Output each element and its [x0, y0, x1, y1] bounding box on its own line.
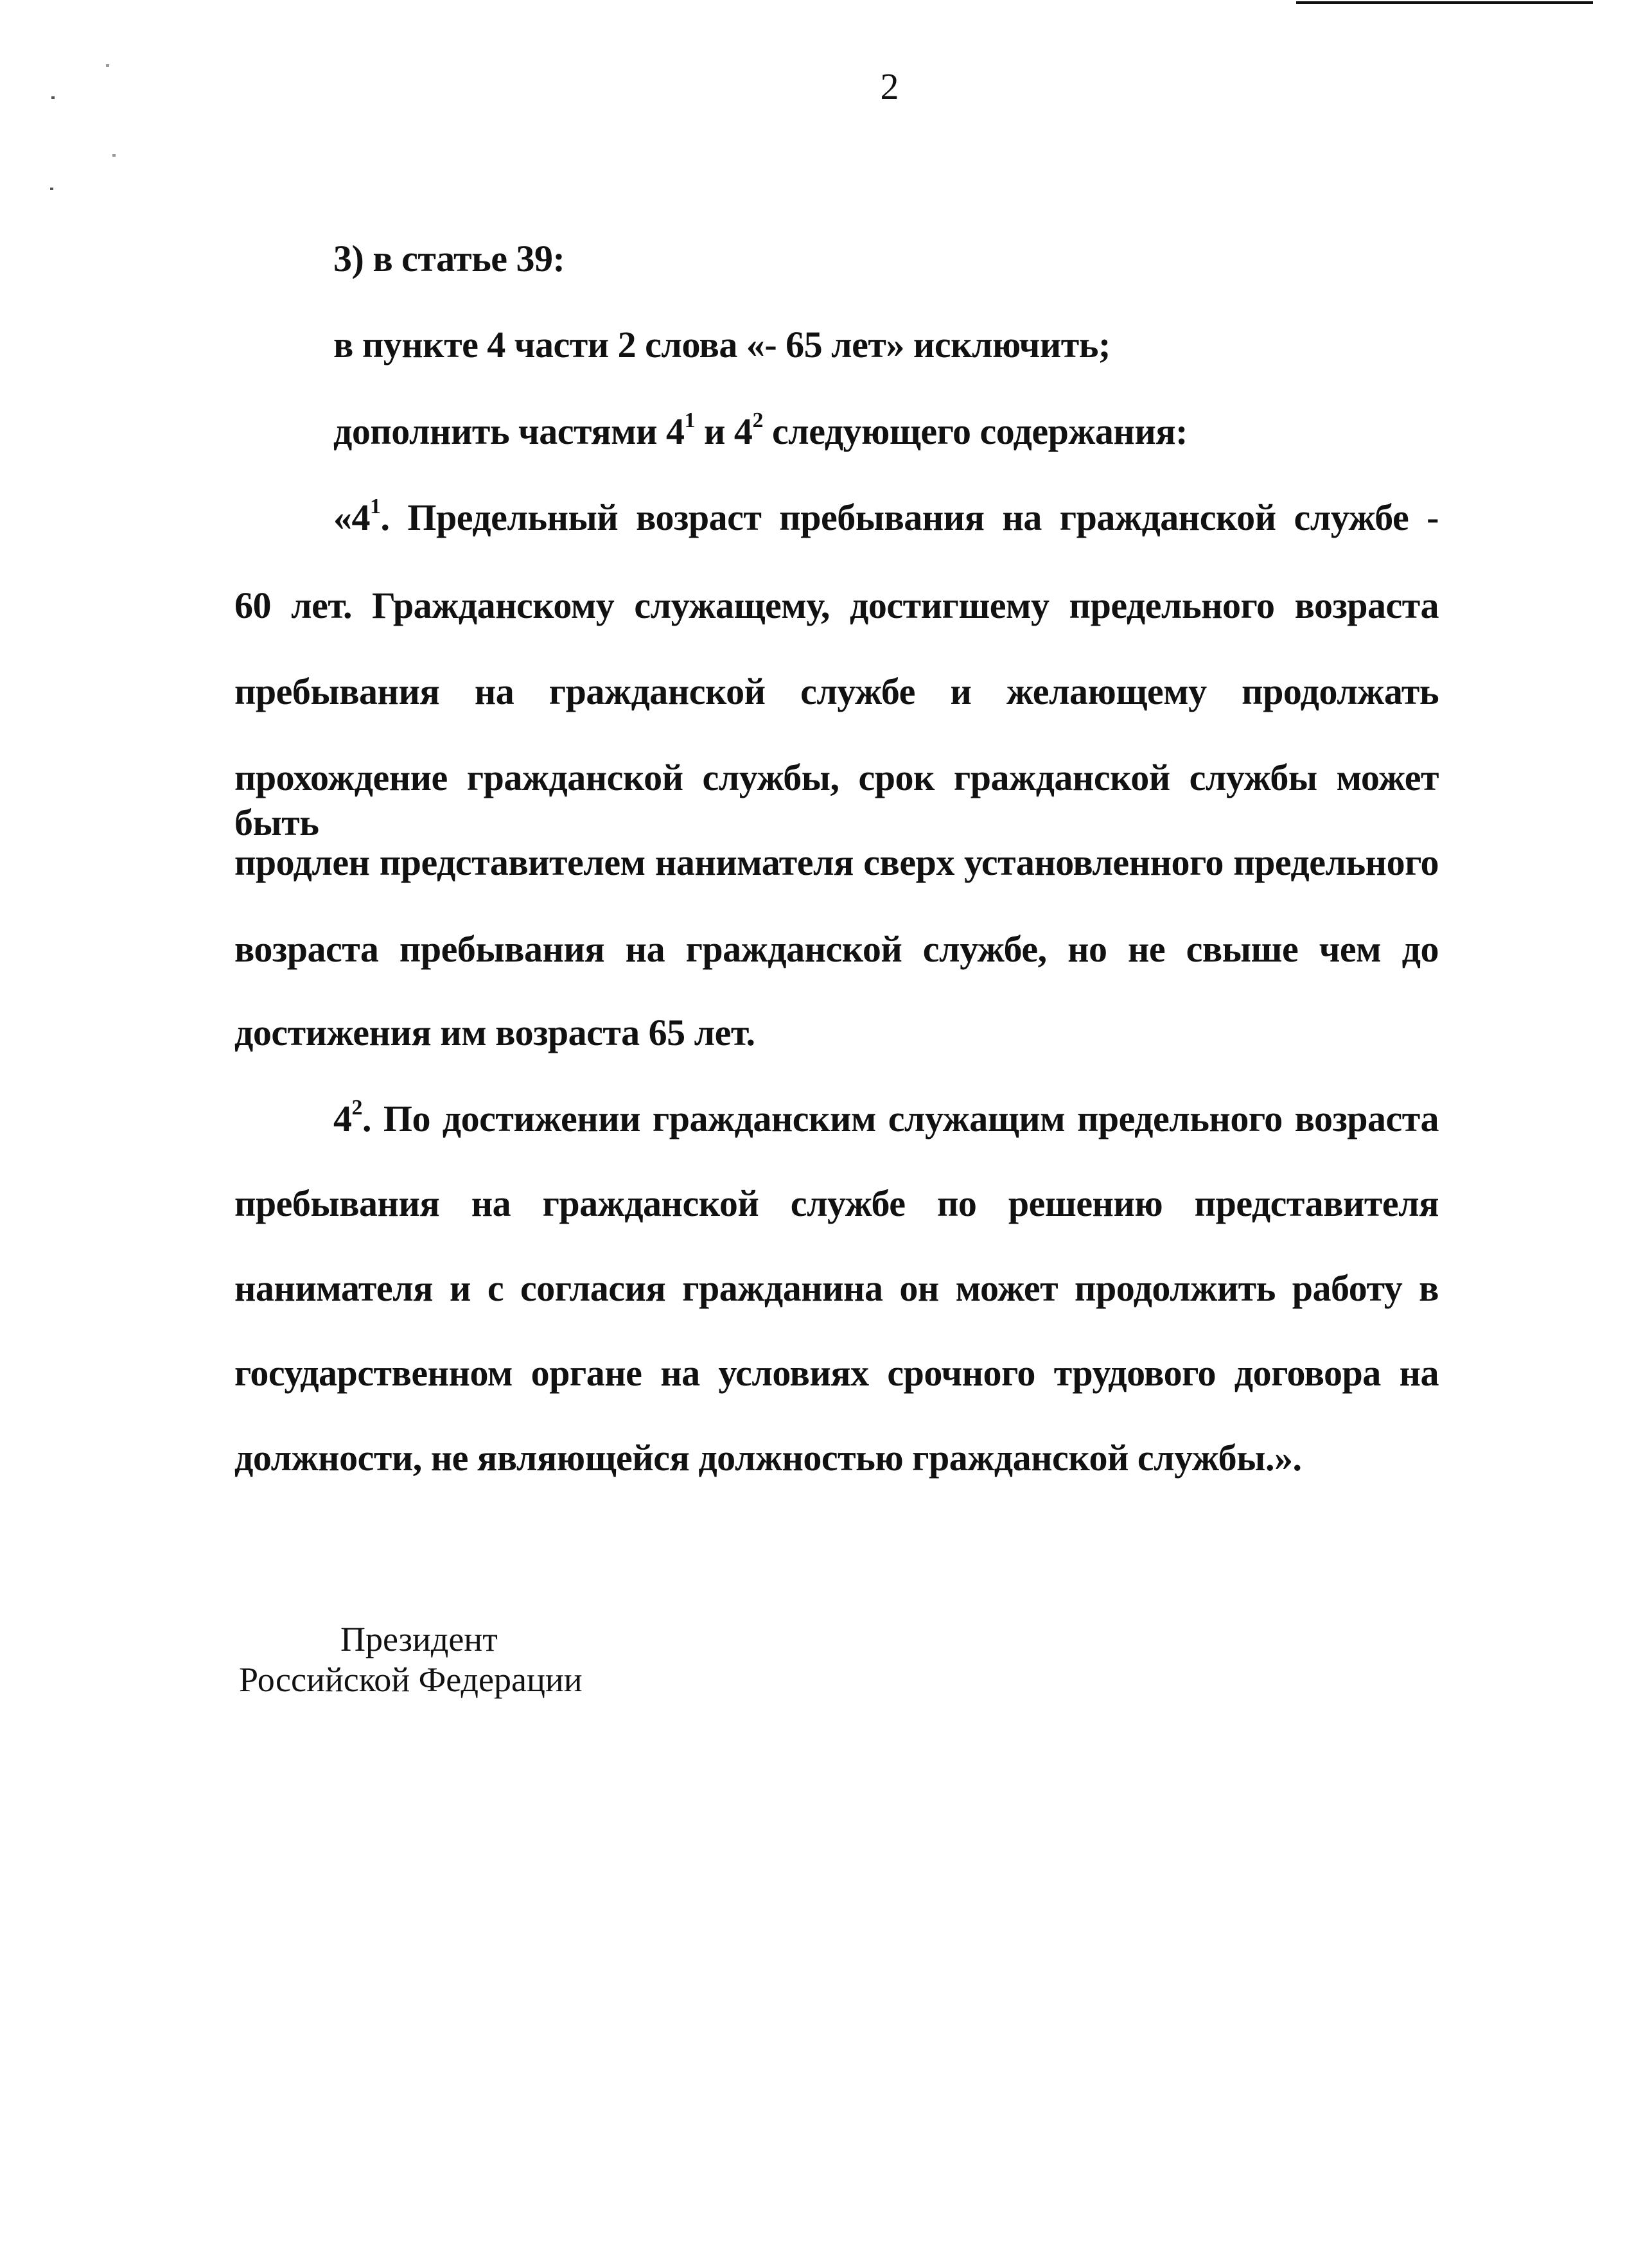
text-line: прохождение гражданской службы, срок гражданской службы может быть: [234, 757, 1439, 843]
text-line: [333, 495, 1439, 540]
text-line: государственном органе на условиях срочного трудового договора на: [234, 1352, 1439, 1394]
text-segment: следующего содержания:: [762, 410, 1188, 452]
superscript: 2: [351, 1096, 362, 1120]
text-segment: . По достижении гражданским служащим предельного возраста: [362, 1098, 1439, 1139]
text-segment: и 4: [695, 410, 753, 452]
text-line: должности, не являющейся должностью гражданской службы.».: [234, 1437, 1302, 1479]
text-segment: 4: [333, 1098, 352, 1139]
superscript: 2: [752, 409, 763, 432]
text-line: пребывания на гражданской службе и желающему продолжать: [234, 671, 1439, 712]
top-edge-line: [1296, 1, 1593, 4]
text-line: [333, 1096, 1439, 1141]
text-line: в пункте 4 части 2 слова «- 65 лет» исключить;: [333, 324, 1111, 365]
superscript: 1: [684, 409, 696, 432]
text-line: возраста пребывания на гражданской службе, но не свыше чем до: [234, 928, 1439, 970]
scan-speck: [50, 188, 53, 190]
scan-speck: [106, 64, 109, 67]
text-segment: «4: [333, 497, 370, 538]
scan-speck: [112, 154, 116, 157]
text-line: [333, 409, 1439, 454]
text-segment: дополнить частями 4: [333, 410, 685, 452]
page-number: 2: [880, 66, 899, 107]
signature-title: Президент: [340, 1620, 498, 1658]
text-segment: . Предельный возраст пребывания на гражданской службе -: [380, 497, 1439, 538]
superscript: 1: [370, 495, 381, 518]
text-line: 3) в статье 39:: [333, 238, 565, 279]
text-line: достижения им возраста 65 лет.: [234, 1012, 755, 1053]
text-line: 60 лет. Гражданскому служащему, достигшему предельного возраста: [234, 585, 1439, 626]
text-line: пребывания на гражданской службе по решению представителя: [234, 1182, 1439, 1224]
signature-country: Российской Федерации: [239, 1660, 583, 1699]
text-line: продлен представителем нанимателя сверх установленного предельного: [234, 841, 1439, 883]
scan-speck: [51, 96, 55, 99]
text-line: нанимателя и с согласия гражданина он может продолжить работу в: [234, 1267, 1439, 1309]
